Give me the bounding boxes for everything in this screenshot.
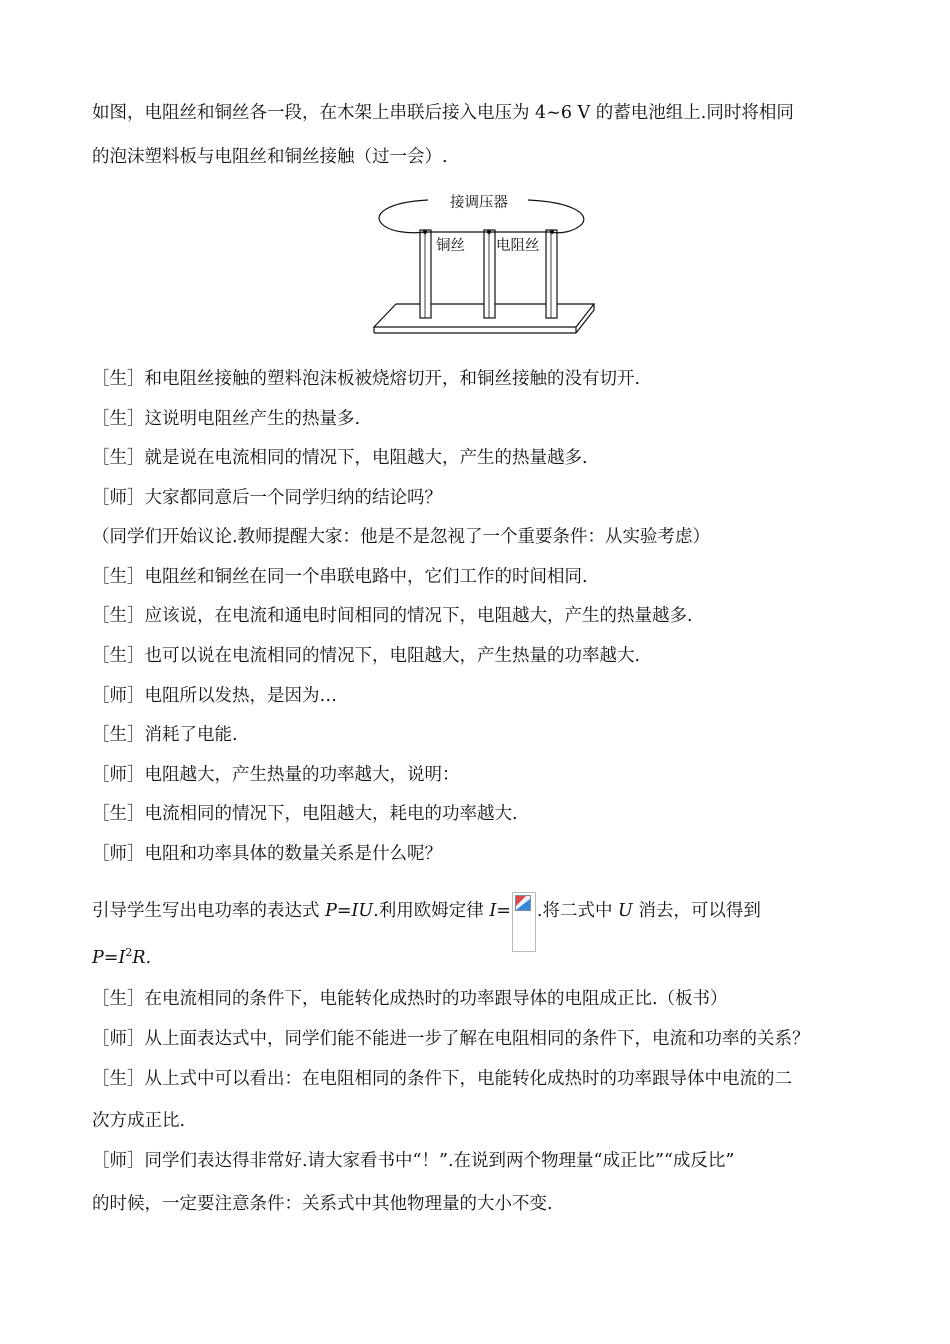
- wire-loop-left: [379, 200, 428, 233]
- label-resistance-wire: 电阻丝: [496, 238, 540, 254]
- intro-line-1: 如图，电阻丝和铜丝各一段，在木架上串联后接入电压为 4~6 V 的蓄电池组上.同时将相同: [92, 103, 794, 123]
- dialogue2-line-4: 次方成正比.: [92, 1111, 186, 1131]
- derivation-text-2: .利用欧姆定律: [373, 901, 490, 921]
- derivation-text-1: 引导学生写出电功率的表达式: [92, 901, 326, 921]
- label-regulator: 接调压器: [450, 195, 508, 211]
- dialogue-line-9: ［师］电阻所以发热，是因为…: [92, 686, 337, 706]
- dialogue-line-10: ［生］消耗了电能.: [92, 725, 238, 745]
- wire-loop-right: [528, 200, 584, 233]
- derivation-line: [92, 892, 761, 952]
- dialogue-line-7: ［生］应该说，在电流和通电时间相同的情况下，电阻越大，产生的热量越多.: [92, 606, 693, 626]
- result-r: R.: [132, 948, 152, 968]
- broken-image-icon: [512, 892, 536, 952]
- dialogue-line-11: ［师］电阻越大，产生热量的功率越大，说明：: [92, 765, 460, 785]
- derivation-text-3: .将二式中: [536, 901, 619, 921]
- dialogue2-line-5: ［师］同学们表达得非常好.请大家看书中“！”.在说到两个物理量“成正比”“成反比”: [92, 1151, 735, 1171]
- wooden-post-right: [546, 230, 557, 318]
- experiment-diagram: [368, 186, 598, 340]
- dialogue-line-5: （同学们开始议论.教师提醒大家：他是不是忽视了一个重要条件：从实验考虑）: [92, 527, 711, 547]
- dialogue-line-8: ［生］也可以说在电流相同的情况下，电阻越大，产生热量的功率越大.: [92, 646, 641, 666]
- formula-power: P=IU: [325, 901, 374, 921]
- label-copper-wire: 铜丝: [436, 238, 465, 254]
- dialogue-line-6: ［生］电阻丝和铜丝在同一个串联电路中，它们工作的时间相同.: [92, 567, 588, 587]
- wooden-post-left: [420, 230, 431, 318]
- dialogue-line-4: ［师］大家都同意后一个同学归纳的结论吗？: [92, 488, 442, 508]
- result-formula: [92, 946, 151, 970]
- dialogue-line-13: ［师］电阻和功率具体的数量关系是什么呢？: [92, 844, 442, 864]
- result-p: P=I: [92, 948, 126, 968]
- dialogue-line-2: ［生］这说明电阻丝产生的热量多.: [92, 409, 361, 429]
- dialogue-line-1: ［生］和电阻丝接触的塑料泡沫板被烧熔切开，和铜丝接触的没有切开.: [92, 369, 641, 389]
- dialogue2-line-1: ［生］在电流相同的条件下，电能转化成热时的功率跟导体的电阻成正比.（板书）: [92, 989, 728, 1009]
- dialogue2-line-6: 的时候，一定要注意条件：关系式中其他物理量的大小不变.: [92, 1194, 553, 1214]
- dialogue2-line-3: ［生］从上式中可以看出：在电阻相同的条件下，电能转化成热时的功率跟导体中电流的二: [92, 1069, 792, 1089]
- experiment-figure: [368, 186, 598, 340]
- wooden-post-middle: [484, 230, 495, 318]
- result-exponent: 2: [125, 946, 133, 960]
- formula-ohm: I=: [489, 901, 511, 921]
- dialogue-line-12: ［生］电流相同的情况下，电阻越大，耗电的功率越大.: [92, 804, 518, 824]
- dialogue-line-3: ［生］就是说在电流相同的情况下，电阻越大，产生的热量越多.: [92, 448, 588, 468]
- intro-line-2: 的泡沫塑料板与电阻丝和铜丝接触（过一会）.: [92, 147, 448, 167]
- variable-u: U: [618, 901, 633, 921]
- dialogue2-line-2: ［师］从上面表达式中，同学们能不能进一步了解在电阻相同的条件下，电流和功率的关系？: [92, 1029, 810, 1049]
- derivation-text-4: 消去，可以得到: [632, 901, 761, 921]
